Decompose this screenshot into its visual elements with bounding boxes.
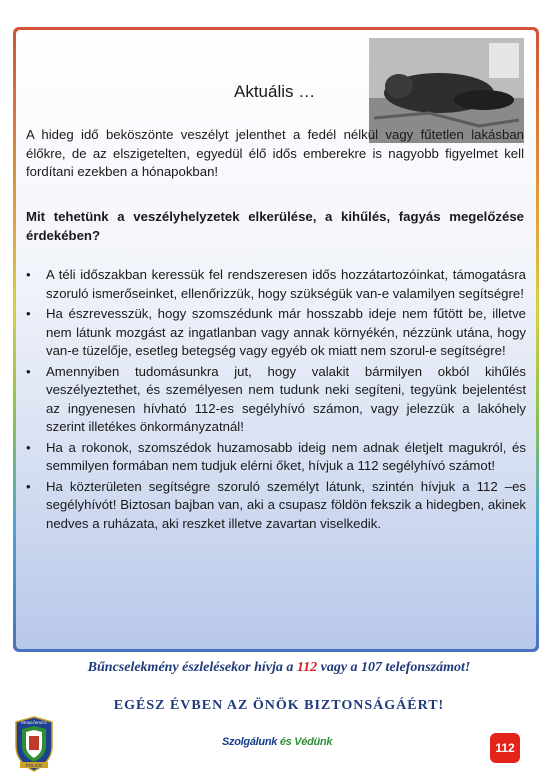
call-number: 112 xyxy=(296,660,318,675)
advice-item: • Amennyiben tudomásunkra jut, hogy valakit bármilyen okból kihűlés veszélyeztethet, és személyesen nem tudunk neki segíteni, tegyünk bejelentést az ingyenesen hívható 112-es segélyhívó számon, vagy jelezzük a lakóhely szerint illetékes önkormányzatnál! xyxy=(22,363,526,437)
advice-item: • Ha a rokonok, szomszédok huzamosabb ideig nem adnak életjelt magukról, és semmilyen formában nem tudjuk elérni őket, hívjuk a 112 segélyhívó számot! xyxy=(22,439,526,476)
police-badge-icon xyxy=(14,716,54,772)
emergency-112-logo: 112 xyxy=(490,733,520,763)
badge-text-bottom: POLICE xyxy=(25,763,43,768)
badge-text-top: RENDŐRSÉG xyxy=(21,720,47,725)
article-heading: Aktuális … xyxy=(234,82,316,101)
advice-item: • A téli időszakban keressük fel rendszeresen idős hozzátartozóinkat, támogatásra szoruló ismerőseinket, ellenőrizzük, hogy szükségük van-e valamilyen segítségre! xyxy=(22,266,526,303)
slogan-part-1: Szolgálunk xyxy=(222,736,278,748)
call-suffix: vagy a 107 telefonszámot! xyxy=(320,660,471,675)
advice-item: • Ha közterületen segítségre szoruló személyt látunk, szintén hívjuk a 112 –es segélyhívót! Biztosan bajban van, aki a csupasz földön fekszik a hidegben, akinek nedves a ruházata, aki reszket illetve zavartan viselkedik. xyxy=(22,478,526,534)
slogan-part-2: és Védünk xyxy=(279,736,333,748)
article-panel xyxy=(16,30,536,649)
call-prefix: Bűncselekmény észlelésekor hívja a xyxy=(87,660,294,675)
emergency-call-line xyxy=(0,660,558,676)
slogan-logo xyxy=(222,736,332,748)
article-frame xyxy=(13,27,539,652)
advice-item: • Ha észrevesszük, hogy szomszédunk már hosszabb ideje nem fűtött be, illetve nem látunk mozgást az ingatlanban vagy annak környékén, nézzünk utána, hogy van-e tüzelője, esetleg betegség vagy egyéb ok miatt nem szorul-e segítségre! xyxy=(22,305,526,361)
tagline: EGÉSZ ÉVBEN AZ ÖNÖK BIZTONSÁGÁÉRT! xyxy=(113,698,445,713)
advice-list xyxy=(22,266,526,535)
intro-paragraph: A hideg idő beköszönte veszélyt jelenthet a fedél nélkül vagy fűtetlen lakásban élőkre, de az elszigetelten, egyedül élő idős emberekre is nagyobb figyelmet kell fordítani ezekben a hónapokban! xyxy=(26,127,524,179)
question-heading: Mit tehetünk a veszélyhelyzetek elkerülése, a kihűlés, fagyás megelőzése érdekében? xyxy=(26,209,524,243)
